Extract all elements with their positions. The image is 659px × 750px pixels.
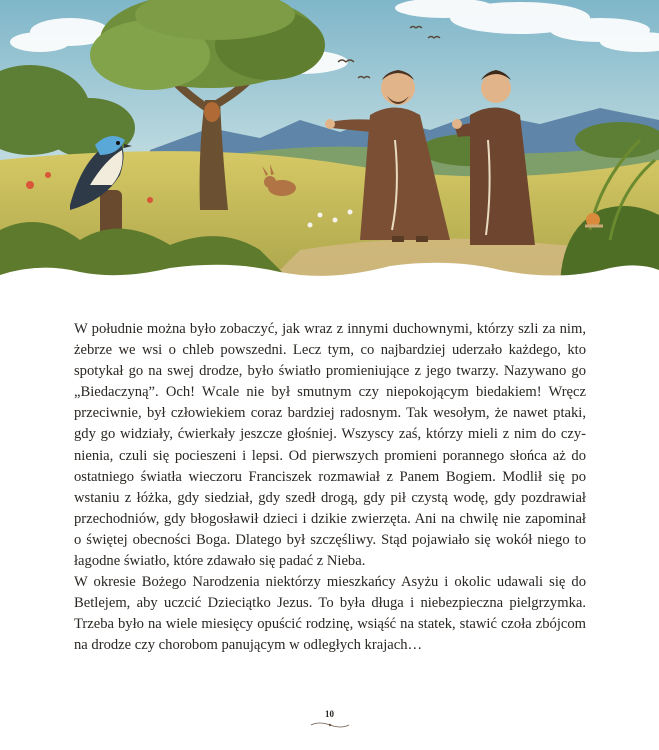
paragraph: W okresie Bożego Narodzenia niektórzy mieszkańcy Asyżu i okolic udawali się do Betlejem, aby uczcić Dzieciątko Jezus. To była długa i niebezpieczna pielgrzymka. Trzeba było na wiele miesięcy opuścić rodzinę, wsiąść na statek, stawić czoła zbójcom na drodze czy chorobom panującym w odległych krajach… xyxy=(74,574,586,654)
illustration-meadow-scene xyxy=(0,0,659,290)
story-text xyxy=(74,319,586,657)
decorative-swirl-icon xyxy=(309,721,351,729)
paragraph: W południe można było zobaczyć, jak wraz z innymi duchownymi, którzy szli za nim, żebrze we wsi o chleb powszedni. Lecz tym, co najbardziej uderzało każdego, kto spotykał go na swej drodze, było światło promieniujące z jego twarzy. Nazywano go „Biedaczyną”. Och! Wcale nie był smutnym czy niepokojącym biedakiem! Wręcz przeciwnie, był człowiekiem coraz bardziej radosnym. Tak wesołym, że nawet ptaki, gdy go widziały, ćwierkały jeszcze głośniej. Wszyscy zaś, którzy mieli z nim do czynienia, czuli się pocieszeni i lepsi. Od pierwszych promieni porannego słońca aż do ostatniego światła wieczoru Franciszek rozmawiał z Panem Bogiem. Modlił się po wstaniu z łóżka, gdy siedział, gdy szedł drogą, gdy pił czystą wodę, gdy pozdrawiał przechodniów, gdy błogosławił dzieci i dzikie zwierzęta. Ani na chwilę nie zapominał o świętej obecności Boga. Dlatego był szczęśliwy. Stąd pojawiało się wokół niego to łagodne światło, które zdawało się padać z Nieba. xyxy=(74,321,586,570)
page-number: 10 xyxy=(325,709,334,719)
